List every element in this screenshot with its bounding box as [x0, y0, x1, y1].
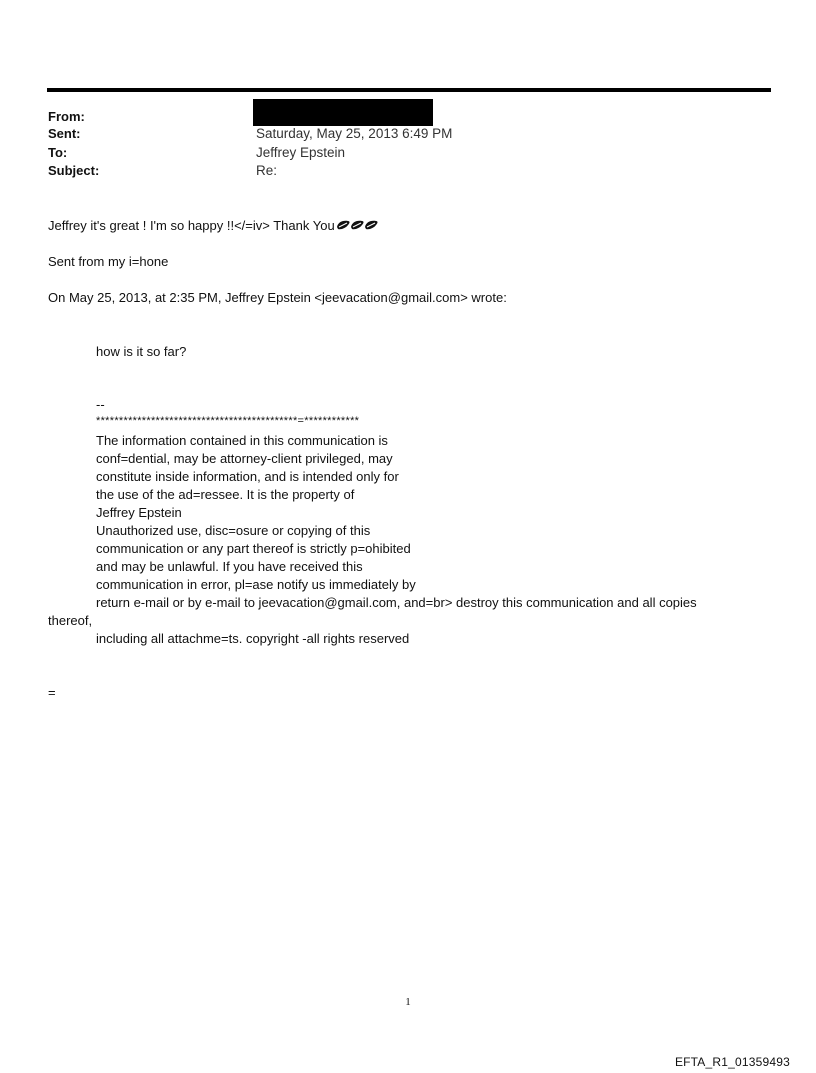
disclaimer-line: Jeffrey Epstein [96, 505, 182, 520]
subject-label: Subject: [48, 163, 100, 178]
disclaimer-line: conf=dential, may be attorney-client privileged, may [96, 451, 393, 466]
disclaimer-line: constitute inside information, and is intended only for [96, 469, 399, 484]
disclaimer-line: The information contained in this communication is [96, 433, 388, 448]
disclaimer-line: communication or any part thereof is strictly p=ohibited [96, 541, 411, 556]
header-rule [47, 88, 771, 92]
disclaimer-line: and may be unlawful. If you have received this [96, 559, 363, 574]
disclaimer-line: communication in error, pl=ase notify us immediately by [96, 577, 416, 592]
message-line-1 [48, 217, 380, 236]
quoted-question: how is it so far? [96, 344, 187, 359]
sent-value: Saturday, May 25, 2013 6:49 PM [256, 126, 453, 141]
from-label: From: [48, 109, 85, 124]
sent-label: Sent: [48, 126, 81, 141]
quote-intro: On May 25, 2013, at 2:35 PM, Jeffrey Epstein <jeevacation@gmail.com> wrote: [48, 290, 507, 305]
redacted-sender [253, 99, 433, 126]
subject-value: Re: [256, 163, 278, 178]
lips-kiss-icon [336, 218, 380, 236]
message-text: Jeffrey it's great ! I'm so happy !!</=iv> Thank You [48, 218, 335, 233]
disclaimer-last-line: including all attachme=ts. copyright -all rights reserved [96, 631, 410, 646]
disclaimer-wrap: thereof, [48, 613, 93, 628]
page-number: 1 [405, 996, 411, 1008]
trailer-mark: = [48, 685, 56, 700]
disclaimer-line: Unauthorized use, disc=osure or copying of this [96, 523, 371, 538]
star-divider: ********************************************=************ [96, 415, 360, 427]
bates-number: EFTA_R1_01359493 [674, 1055, 790, 1069]
disclaimer-line: the use of the ad=ressee. It is the property of [96, 487, 355, 502]
disclaimer-line: return e-mail or by e-mail to jeevacation@gmail.com, and=br> destroy this communication and all copies [96, 595, 697, 610]
signature-line: Sent from my i=hone [48, 254, 169, 269]
to-value: Jeffrey Epstein [256, 145, 346, 160]
to-label: To: [48, 145, 68, 160]
signature-dashes: -- [96, 397, 105, 412]
